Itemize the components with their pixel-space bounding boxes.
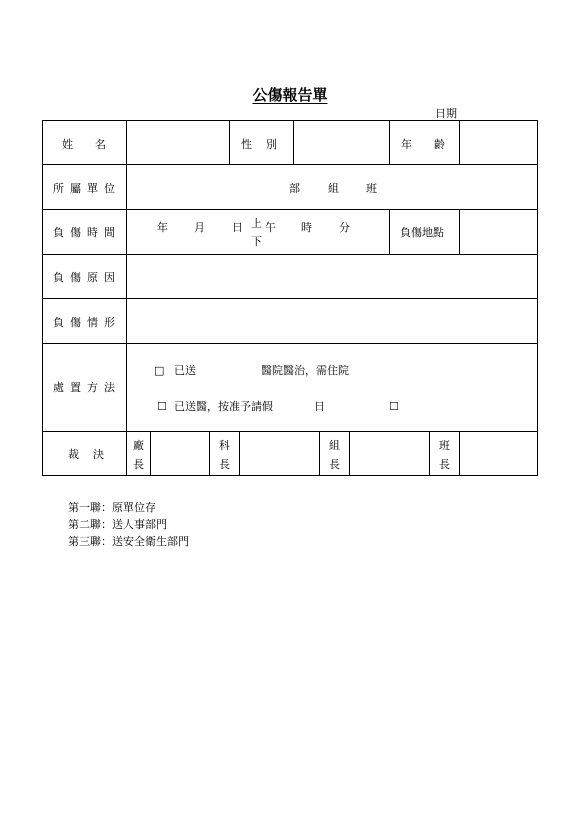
group-head-signature[interactable] — [352, 434, 427, 473]
group-head-bottom: 長 — [329, 458, 340, 471]
injury-situation-label: 負傷情形 — [53, 316, 121, 329]
decision-label: 裁決 — [68, 448, 118, 461]
am-label: 上 — [251, 217, 262, 230]
hour-label: 時 — [301, 221, 312, 234]
sent-label: 已送 — [174, 364, 196, 377]
copy-distribution-notes — [68, 499, 189, 550]
minute-label: 分 — [339, 221, 350, 234]
pm-label: 下 — [251, 235, 262, 248]
injury-cause-label: 負傷原因 — [53, 271, 121, 284]
factory-head-bottom: 長 — [133, 458, 144, 471]
leave-approved-label: 已送醫，按准予請假 — [174, 400, 273, 413]
shift-head-top: 班 — [439, 439, 450, 452]
factory-head-signature[interactable] — [153, 434, 207, 473]
injury-time-label: 負傷時間 — [53, 226, 121, 239]
other-checkbox[interactable]: ☐ — [389, 400, 399, 413]
shift-label: 班 — [366, 182, 377, 195]
age-field[interactable] — [463, 124, 535, 162]
date-label: 日期 — [435, 107, 457, 120]
section-head-top: 科 — [219, 439, 230, 452]
gender-field[interactable] — [297, 124, 387, 162]
factory-head-top: 廠 — [133, 439, 144, 452]
form-title: 公傷報告單 — [252, 86, 328, 104]
leave-checkbox[interactable]: ☐ — [157, 400, 167, 413]
noon-label: 午 — [265, 221, 276, 234]
shift-head-bottom: 長 — [439, 458, 450, 471]
injury-place-field[interactable] — [463, 212, 535, 251]
age-label: 年齡 — [401, 138, 467, 151]
shift-head-signature[interactable] — [462, 434, 535, 473]
name-label: 姓名 — [62, 138, 128, 151]
injury-place-label: 負傷地點 — [400, 226, 444, 239]
note-copy-3: 第三聯：送安全衛生部門 — [68, 535, 189, 548]
unit-label: 所屬單位 — [53, 182, 121, 195]
note-copy-2: 第二聯：送人事部門 — [68, 518, 167, 531]
note-copy-1: 第一聯：原單位存 — [68, 501, 156, 514]
group-head-top: 組 — [329, 439, 340, 452]
report-form-table — [42, 120, 538, 476]
name-field[interactable] — [130, 124, 227, 162]
injury-cause-field[interactable] — [130, 257, 535, 296]
dept-label: 部 — [289, 182, 300, 195]
section-head-signature[interactable] — [242, 434, 317, 473]
month-label: 月 — [194, 221, 205, 234]
group-label: 組 — [328, 182, 339, 195]
days-label: 日 — [314, 400, 325, 413]
day-label: 日 — [232, 221, 243, 234]
gender-label: 性別 — [241, 138, 291, 151]
hospital-treatment-label: 醫院醫治，需住院 — [261, 364, 349, 377]
year-label: 年 — [157, 221, 168, 234]
treatment-method-label: 處置方法 — [53, 381, 121, 394]
hospital-checkbox[interactable]: □ — [154, 364, 165, 377]
section-head-bottom: 長 — [219, 458, 230, 471]
injury-situation-field[interactable] — [130, 301, 535, 341]
